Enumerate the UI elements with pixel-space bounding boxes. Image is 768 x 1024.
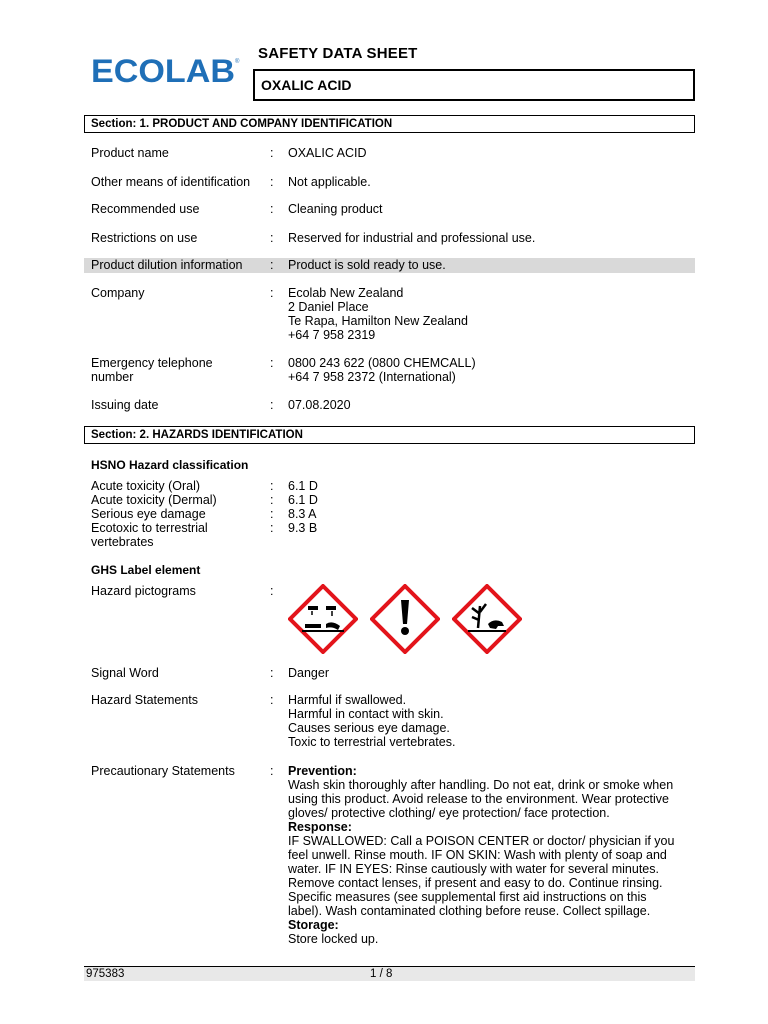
dilution-info-row xyxy=(84,258,695,273)
corrosion-icon xyxy=(288,584,358,654)
company-address xyxy=(288,286,693,342)
company-name: Ecolab New Zealand xyxy=(288,286,404,300)
row-label: Other means of identification xyxy=(91,175,251,189)
svg-text:®: ® xyxy=(235,59,240,65)
row-value: Product is sold ready to use. xyxy=(288,258,446,272)
colon: : xyxy=(270,258,274,272)
row-value: Cleaning product xyxy=(288,202,383,216)
colon: : xyxy=(270,231,274,245)
row-label: Emergency telephone number xyxy=(91,356,213,384)
row-label: Restrictions on use xyxy=(91,231,198,245)
signal-word: Danger xyxy=(288,666,329,680)
row-label: Product dilution information xyxy=(91,258,243,272)
ghs-heading: GHS Label element xyxy=(91,563,201,577)
row-value: Not applicable. xyxy=(288,175,371,189)
prevention-heading: Prevention: xyxy=(288,764,357,778)
document-title: SAFETY DATA SHEET xyxy=(258,45,418,62)
colon: : xyxy=(270,146,274,160)
colon: : xyxy=(270,356,274,370)
response-heading: Response: xyxy=(288,820,352,834)
row-value: OXALIC ACID xyxy=(288,146,367,160)
colon: : xyxy=(270,286,274,300)
section-2-heading: Section: 2. HAZARDS IDENTIFICATION xyxy=(84,426,695,444)
row-label: Company xyxy=(91,286,145,300)
emergency-numbers: 0800 243 622 (0800 CHEMCALL) +64 7 958 2372 (International) xyxy=(288,356,476,384)
hazard-statements: Harmful if swallowed. Harmful in contact with skin. Causes serious eye damage. Toxic to terrestrial vertebrates. xyxy=(288,693,456,749)
hazard-pictograms xyxy=(288,584,524,654)
colon: : xyxy=(270,398,274,412)
row-value: Reserved for industrial and professional use. xyxy=(288,231,536,245)
row-label: Issuing date xyxy=(91,398,159,412)
hsno-heading: HSNO Hazard classification xyxy=(91,458,249,472)
row-label: Product name xyxy=(91,146,169,160)
precautionary-statements: Prevention: Wash skin thoroughly after handling. Do not eat, drink or smoke when using this product. Avoid release to the environment. Wear protective gloves/ protective clothing/ eye protection/ face protection. Response: IF SWALLOWED: Call a POISON CENTER or doctor/ physician if you feel unwell. Rinse mouth. IF ON SKIN: Wash with plenty of soap and water. IF IN EYES: Rinse cautiously with water for several minutes. Remove contact lenses, if present and easy to do. Continue rinsing. Specific measures (see supplemental first aid instructions on this label). Wash contaminated clothing before reuse. Collect spillage. Storage: Store locked up. xyxy=(288,764,693,946)
colon: : xyxy=(270,175,274,189)
storage-heading: Storage: xyxy=(288,918,339,932)
row-value: 07.08.2020 xyxy=(288,398,351,412)
company-city: Te Rapa, Hamilton New Zealand xyxy=(288,314,468,328)
ecolab-logo xyxy=(91,55,241,85)
environment-icon xyxy=(452,584,522,654)
product-title: OXALIC ACID xyxy=(261,77,352,93)
document-number: 975383 xyxy=(86,968,125,980)
page-number: 1 / 8 xyxy=(370,968,393,980)
section-1-heading: Section: 1. PRODUCT AND COMPANY IDENTIFICATION xyxy=(84,115,695,133)
exclamation-mark-icon xyxy=(370,584,440,654)
company-street: 2 Daniel Place xyxy=(288,300,369,314)
company-phone: +64 7 958 2319 xyxy=(288,328,376,342)
product-title-box xyxy=(253,69,695,101)
svg-text:ECOLAB: ECOLAB xyxy=(91,55,235,85)
row-label: Recommended use xyxy=(91,202,200,216)
colon: : xyxy=(270,202,274,216)
